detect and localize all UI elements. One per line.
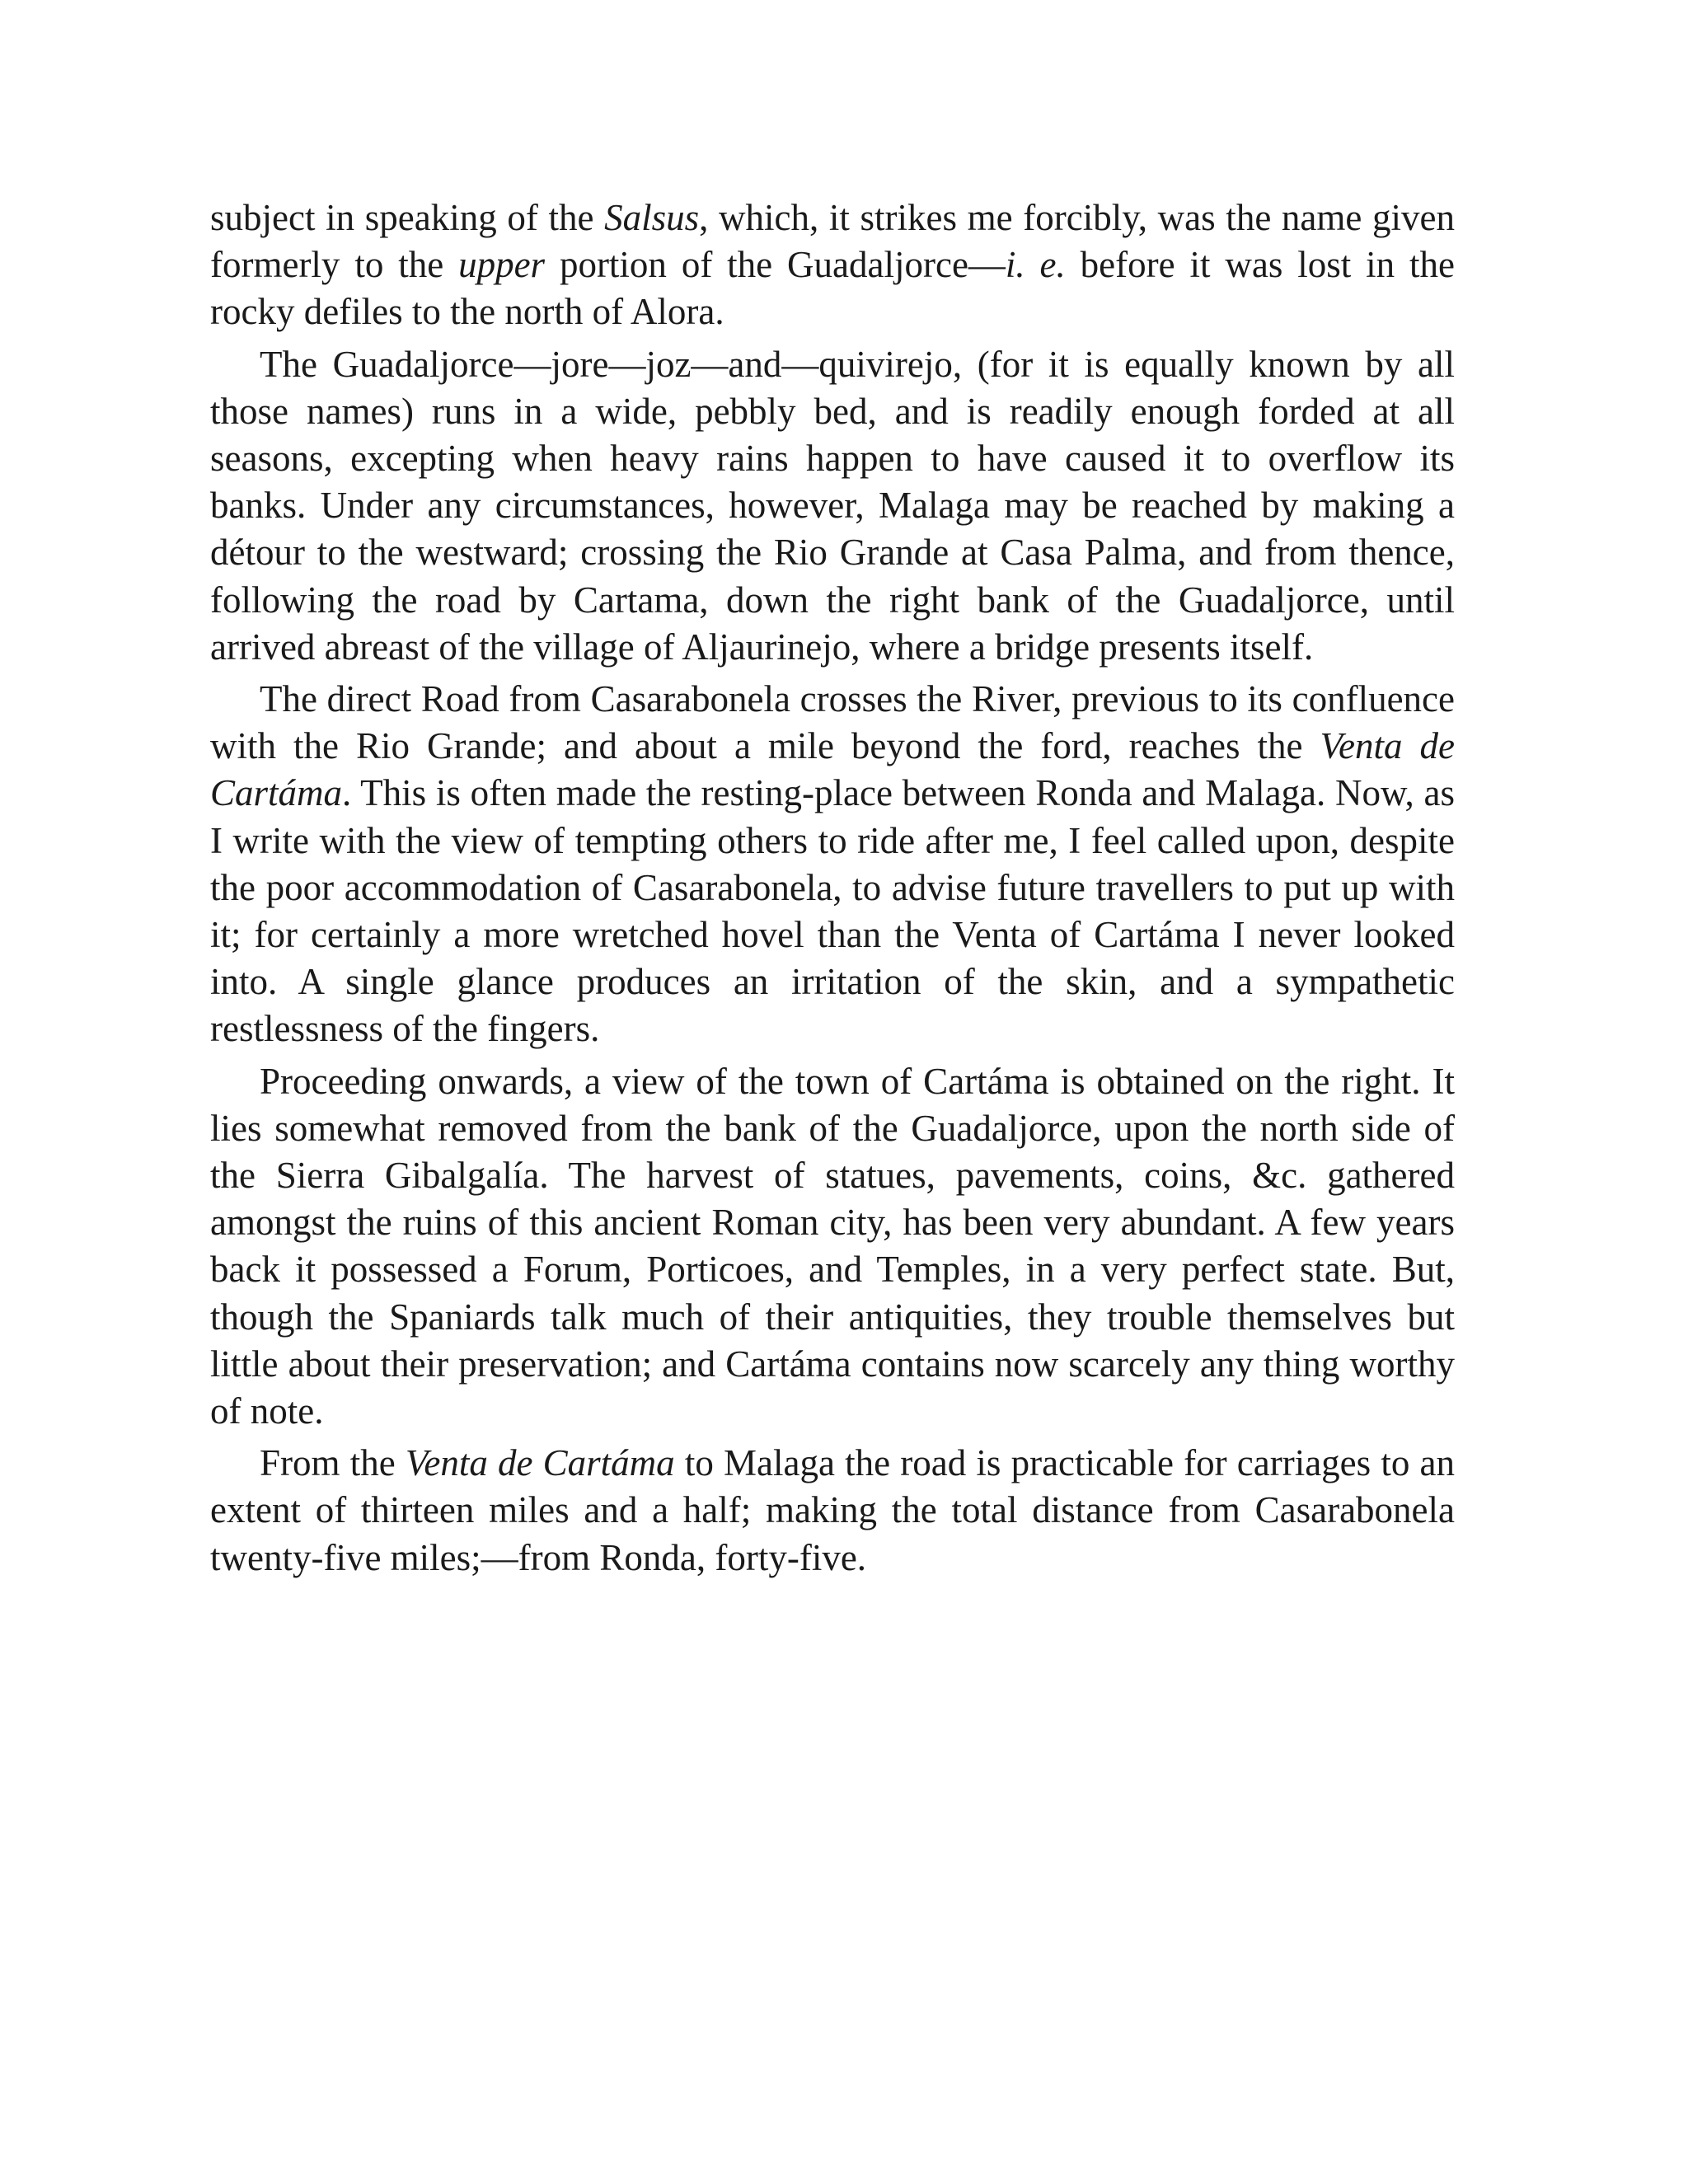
- italic-segment: Venta de Cartáma: [210, 725, 1455, 814]
- paragraph-5: [210, 1440, 1455, 1582]
- text-segment: . This is often made the resting-place between Ronda and Malaga. Now, as I write with the view of tempting others to ride after me, I feel called upon, despite the poor accommodation of Casarabonela, to advise future travellers to put up with it; for certainly a more wretched hovel than the Venta of Cartáma I never looked into. A single glance produces an irritation of the skin, and a sympathetic restlessness of the fingers.: [210, 772, 1455, 1050]
- text-segment: portion of the Guadaljorce—: [545, 244, 1006, 286]
- paragraph-3: [210, 676, 1455, 1053]
- text-segment: subject in speaking of the: [210, 197, 605, 238]
- text-segment: The direct Road from Casarabonela crosses the River, previous to its confluence with the Rio Grande; and about a mile beyond the ford, reaches the: [210, 678, 1455, 767]
- text-segment: , which, it strikes me forcibly, was the name given formerly to the: [210, 197, 1455, 286]
- text-segment: before it was lost in the rocky defiles to the north of Alora.: [210, 244, 1455, 333]
- italic-segment: Salsus: [604, 197, 700, 238]
- paragraph-4: [210, 1058, 1455, 1436]
- text-segment: From the: [260, 1442, 406, 1484]
- italic-segment: upper: [458, 244, 546, 286]
- paragraph-2: [210, 341, 1455, 671]
- paragraph-1: [210, 194, 1455, 336]
- text-segment: The Guadaljorce—jore—joz—and—quivirejo, (for it is equally known by all those names) runs in a wide, pebbly bed, and is readily enough forded at all seasons, excepting when heavy rains happen to have caused it to overflow its banks. Under any circumstances, however, Malaga may be reached by making a détour to the westward; crossing the Rio Grande at Casa Palma, and from thence, following the road by Cartama, down the right bank of the Guadaljorce, until arrived abreast of the village of Aljaurinejo, where a bridge presents itself.: [210, 343, 1455, 668]
- italic-segment: Venta de Cartáma: [405, 1442, 675, 1484]
- italic-segment: i. e.: [1005, 244, 1066, 286]
- text-segment: to Malaga the road is practicable for carriages to an extent of thirteen miles and a half; making the total distance from Casarabonela twenty-five miles;—from Ronda, forty-five.: [210, 1442, 1455, 1578]
- text-segment: Proceeding onwards, a view of the town of Cartáma is obtained on the right. It lies somewhat removed from the bank of the Guadaljorce, upon the north side of the Sierra Gibalgalía. The harvest of statues, pavements, coins, &c. gathered amongst the ruins of this ancient Roman city, has been very abundant. A few years back it possessed a Forum, Porticoes, and Temples, in a very perfect state. But, though the Spaniards talk much of their antiquities, they trouble themselves but little about their preservation; and Cartáma contains now scarcely any thing worthy of note.: [210, 1060, 1455, 1432]
- page-text: [210, 194, 1455, 1586]
